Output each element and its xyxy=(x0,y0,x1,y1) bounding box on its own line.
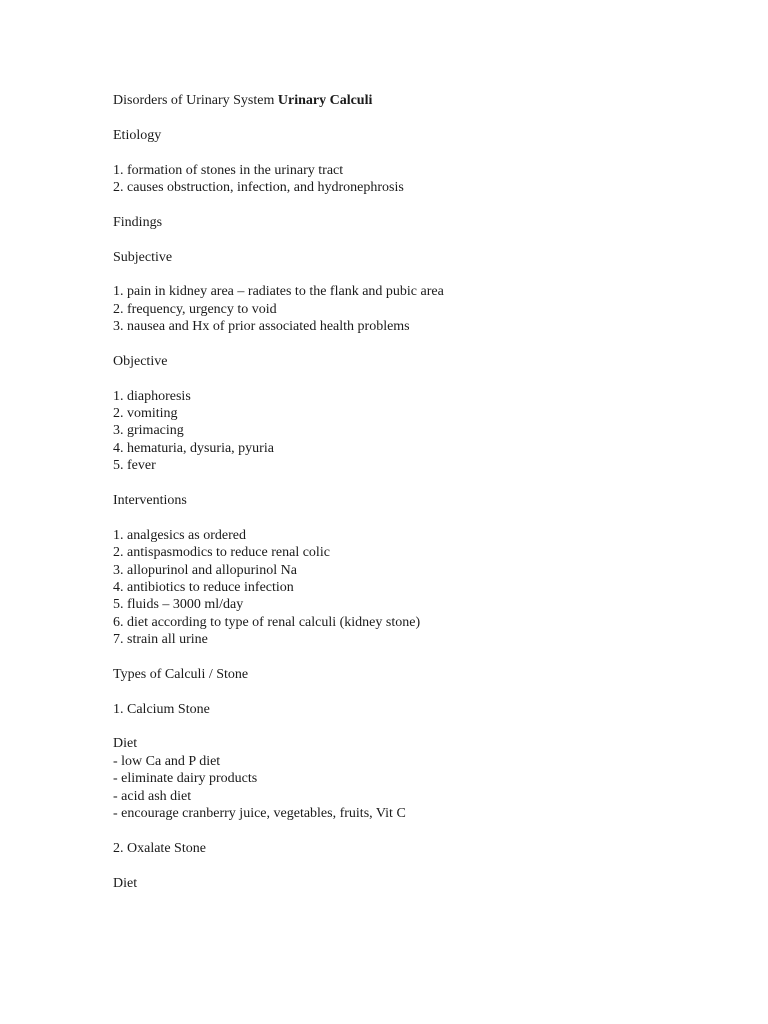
findings-heading: Findings xyxy=(113,214,163,230)
calcium-diet-item: - acid ash diet xyxy=(113,788,192,804)
types-heading: Types of Calculi / Stone xyxy=(113,666,249,682)
oxalate-diet-heading: Diet xyxy=(113,875,138,891)
objective-item: 1. diaphoresis xyxy=(113,388,191,404)
intervention-item: 4. antibiotics to reduce infection xyxy=(113,579,294,595)
title-prefix: Disorders of Urinary System xyxy=(113,93,275,108)
calcium-diet-item: - eliminate dairy products xyxy=(113,771,258,787)
calcium-diet-item: - encourage cranberry juice, vegetables, fruits, Vit C xyxy=(113,806,406,822)
subjective-item: 1. pain in kidney area – radiates to the flank and pubic area xyxy=(113,284,444,300)
etiology-item: 1. formation of stones in the urinary tract xyxy=(113,162,344,178)
calcium-diet-item: - low Ca and P diet xyxy=(113,753,221,769)
document-body xyxy=(113,92,673,892)
subjective-item: 2. frequency, urgency to void xyxy=(113,301,277,317)
objective-item: 3. grimacing xyxy=(113,423,184,439)
objective-item: 2. vomiting xyxy=(113,406,178,422)
intervention-item: 1. analgesics as ordered xyxy=(113,527,246,543)
etiology-heading: Etiology xyxy=(113,127,162,143)
intervention-item: 7. strain all urine xyxy=(113,632,208,648)
intervention-item: 2. antispasmodics to reduce renal colic xyxy=(113,545,330,561)
oxalate-stone-heading: 2. Oxalate Stone xyxy=(113,840,206,856)
calcium-stone-heading: 1. Calcium Stone xyxy=(113,701,210,717)
intervention-item: 3. allopurinol and allopurinol Na xyxy=(113,562,297,578)
objective-item: 5. fever xyxy=(113,458,156,474)
intervention-item: 5. fluids – 3000 ml/day xyxy=(113,597,244,613)
subjective-heading: Subjective xyxy=(113,249,173,265)
etiology-item: 2. causes obstruction, infection, and hydronephrosis xyxy=(113,179,404,195)
document-title xyxy=(113,92,673,109)
interventions-heading: Interventions xyxy=(113,492,187,508)
objective-item: 4. hematuria, dysuria, pyuria xyxy=(113,440,274,456)
objective-heading: Objective xyxy=(113,353,168,369)
intervention-item: 6. diet according to type of renal calculi (kidney stone) xyxy=(113,614,421,630)
subjective-item: 3. nausea and Hx of prior associated health problems xyxy=(113,319,410,335)
title-bold: Urinary Calculi xyxy=(277,93,373,108)
calcium-diet-heading: Diet xyxy=(113,736,138,752)
